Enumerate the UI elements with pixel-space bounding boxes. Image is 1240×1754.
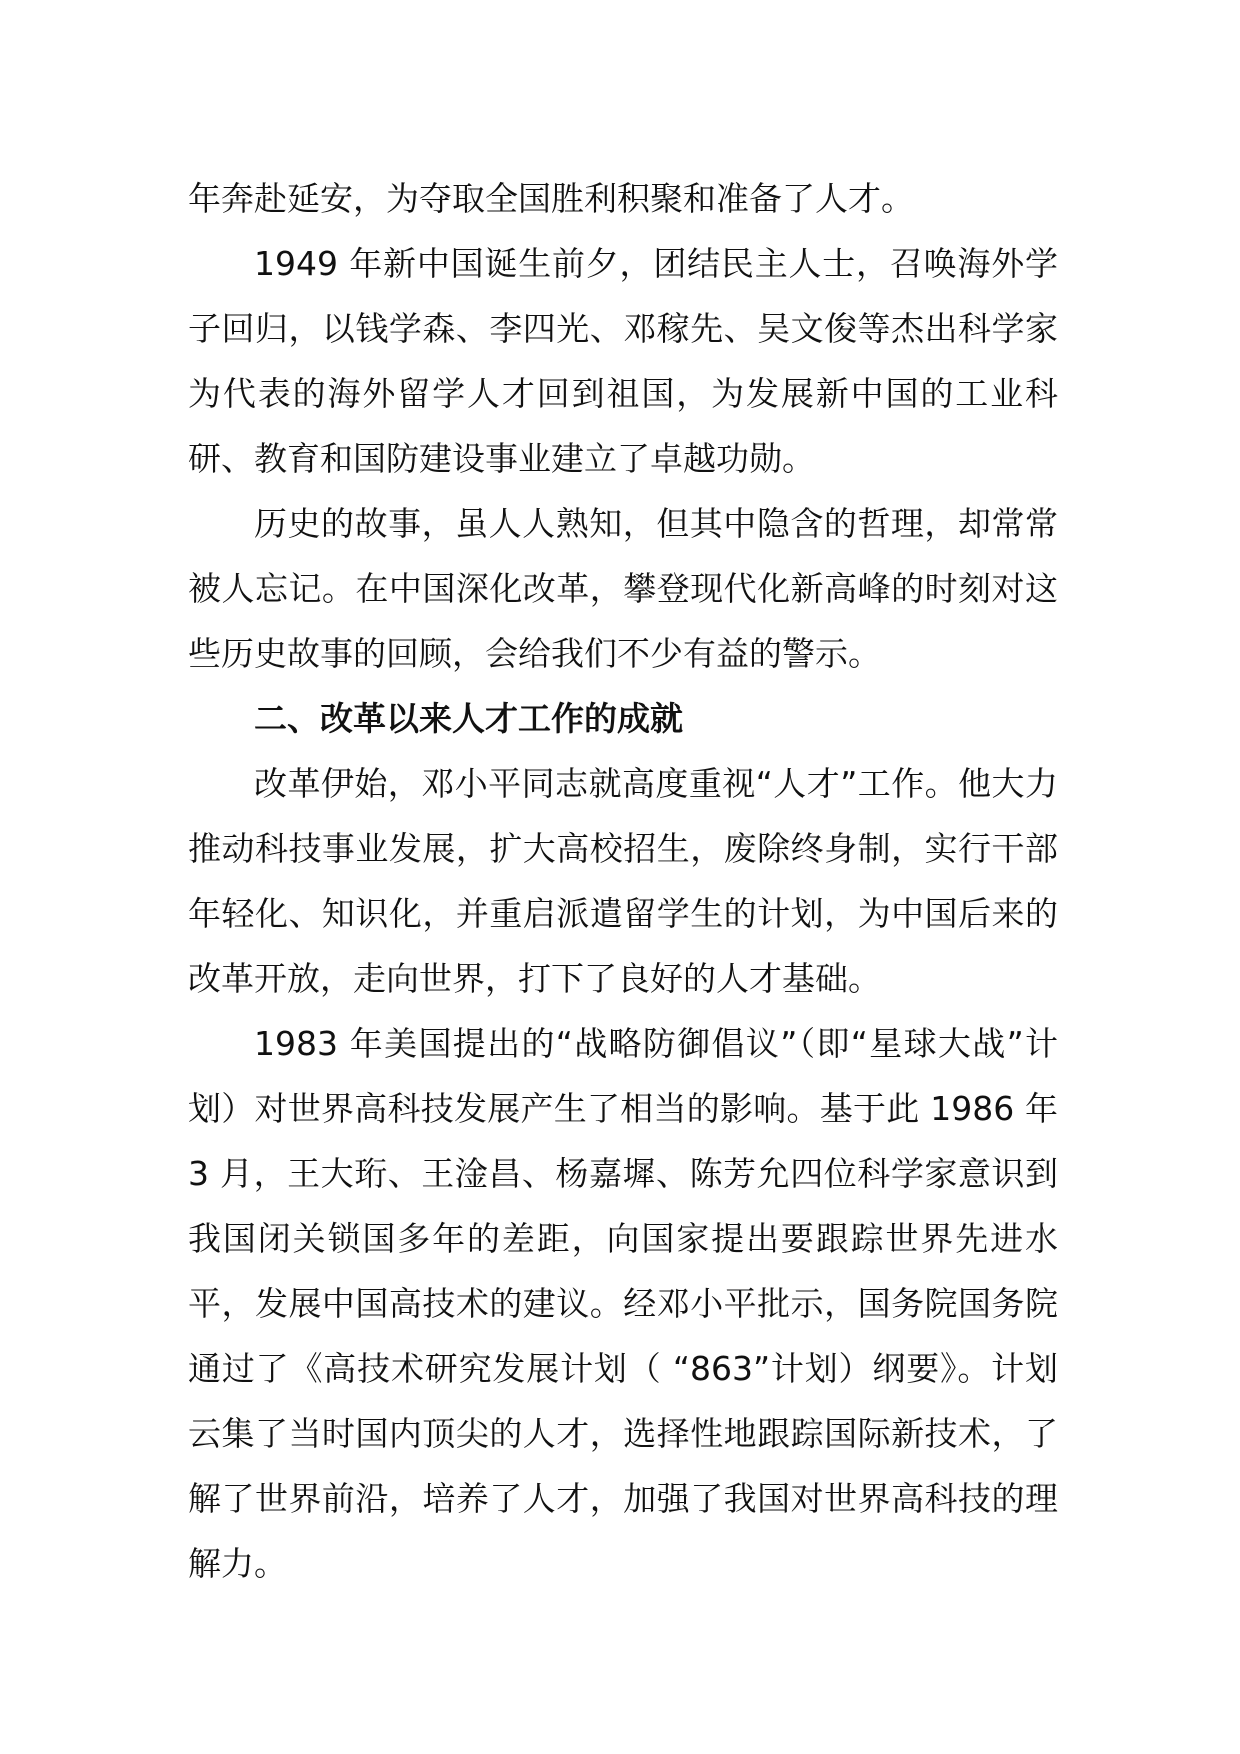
paragraph-deng-talent-work: 改革伊始，邓小平同志就高度重视“人才”工作。他大力推动科技事业发展，扩大高校招生，废除终身制，实行干部年轻化、知识化，并重启派遣留学生的计划，为中国后来的改革开放，走向世界，打下了良好的人才基础。 [188, 764, 1058, 998]
paragraph-1949-returnees: 1949 年新中国诞生前夕，团结民主人士，召唤海外学子回归，以钱学森、李四光、邓稼先、吴文俊等杰出科学家为代表的海外留学人才回到祖国，为发展新中国的工业科研、教育和国防建设事业建立了卓越功勋。 [188, 244, 1058, 478]
paragraph-863-plan: 1983 年美国提出的“战略防御倡议”（即“星球大战”计划）对世界高科技发展产生了相当的影响。基于此 1986 年 3 月，王大珩、王淦昌、杨嘉墀、陈芳允四位科学家意识到我国闭关锁国多年的差距，向国家提出要跟踪世界先进水平，发展中国高技术的建议。经邓小平批示，国务院国务院通过了《高技术研究发展计划（ “863”计划）纲要》。计划云集了当时国内顶尖的人才，选择性地跟踪国际新技术，了解了世界前沿，培养了人才，加强了我国对世界高科技的理解力。 [188, 1024, 1058, 1583]
paragraph-continuation: 年奔赴延安，为夺取全国胜利积聚和准备了人才。 [188, 179, 914, 218]
section-heading-reform-achievements: 二、改革以来人才工作的成就 [254, 699, 683, 738]
paragraph-history-lessons: 历史的故事，虽人人熟知，但其中隐含的哲理，却常常被人忘记。在中国深化改革，攀登现代化新高峰的时刻对这些历史故事的回顾，会给我们不少有益的警示。 [188, 504, 1058, 673]
document-body [188, 166, 1058, 1596]
